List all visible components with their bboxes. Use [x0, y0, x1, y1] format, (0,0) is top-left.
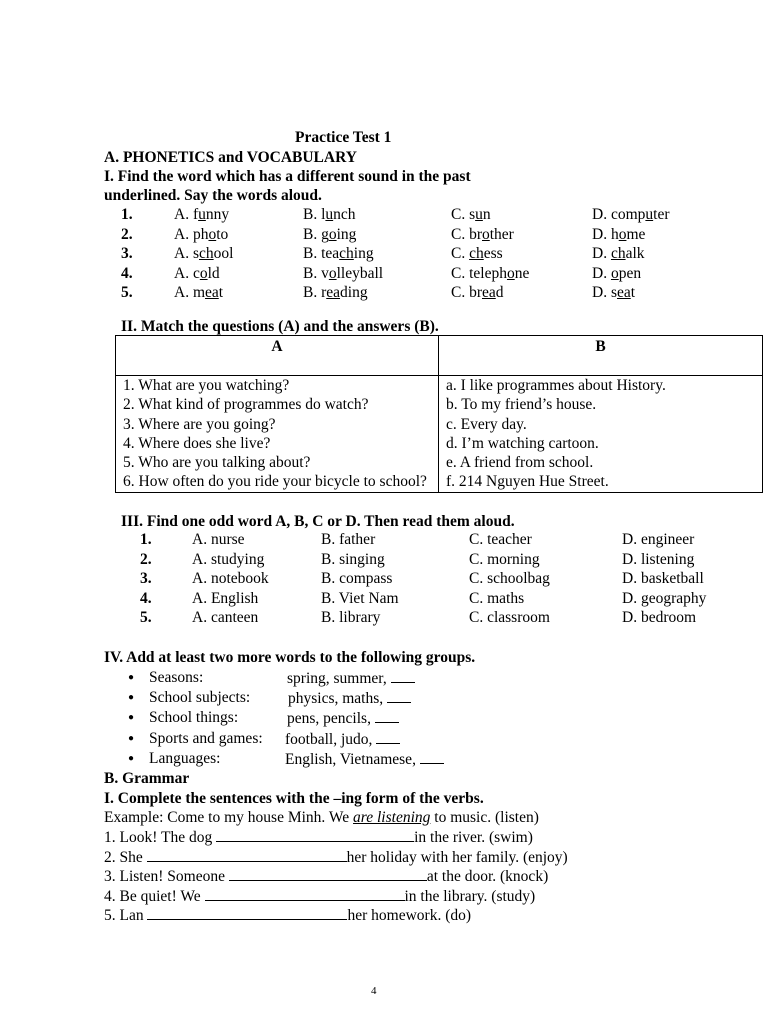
- match-table: [115, 335, 763, 493]
- sentence-item: [104, 827, 533, 847]
- option-text: me: [626, 225, 646, 243]
- question-item: 6. How often do you ride your bicycle to school?: [123, 473, 427, 491]
- underlined-letters: o: [506, 264, 515, 282]
- option: [451, 283, 504, 302]
- answer-blank: [375, 708, 399, 723]
- option-text: D. comp: [592, 206, 646, 223]
- option: [303, 283, 368, 302]
- option: D. geography: [622, 589, 707, 607]
- group-item: [0, 749, 768, 768]
- option: B. Viet Nam: [321, 589, 399, 607]
- answer-blank: [391, 668, 415, 683]
- underlined-letters: o: [618, 225, 627, 243]
- option-text: ne: [514, 264, 530, 282]
- sentence-item: [104, 886, 535, 906]
- group-item: [0, 668, 768, 687]
- underlined-letters: o: [199, 264, 208, 282]
- underlined-letters: ea: [326, 284, 341, 301]
- ex4-heading: IV. Add at least two more words to the following groups.: [104, 649, 476, 666]
- option-text: A. c: [174, 264, 200, 282]
- sentence-text-before: 5. Lan: [104, 907, 148, 924]
- option: [174, 283, 223, 302]
- underlined-letters: o: [208, 225, 217, 243]
- option: A. studying: [192, 550, 265, 568]
- option: [451, 264, 529, 283]
- option-text: lleyball: [336, 264, 384, 282]
- column-a-header: A: [116, 336, 439, 376]
- option-text: A. s: [174, 245, 199, 262]
- group-label: School things:: [149, 709, 239, 727]
- question-number: 2.: [121, 225, 133, 243]
- group-label: Sports and games:: [149, 729, 263, 747]
- example-text-after: to music. (listen): [430, 809, 539, 826]
- answer-item: c. Every day.: [446, 415, 527, 433]
- option: C. morning: [469, 550, 540, 568]
- option-text: ing: [353, 245, 374, 262]
- option: [174, 264, 220, 283]
- option-text: alk: [625, 245, 645, 262]
- option: A. canteen: [192, 609, 259, 626]
- option-text: ther: [489, 225, 514, 243]
- option: A. nurse: [192, 531, 245, 548]
- underlined-letters: o: [328, 225, 337, 243]
- option-text: ool: [213, 245, 234, 262]
- option: [303, 264, 383, 283]
- group-label: School subjects:: [149, 689, 251, 707]
- section-a-heading: A. PHONETICS and VOCABULARY: [104, 149, 357, 166]
- option-text: n: [482, 206, 491, 223]
- option-text: pen: [618, 264, 642, 282]
- option: [592, 283, 635, 302]
- question-number: 3.: [121, 245, 133, 262]
- answer-item: d. I’m watching cartoon.: [446, 434, 599, 452]
- question-number: 4.: [140, 589, 152, 607]
- option: B. compass: [321, 570, 393, 587]
- option: [451, 225, 514, 244]
- sentence-text-before: 3. Listen! Someone: [104, 868, 229, 885]
- option: A. English: [192, 589, 259, 607]
- ex3-heading: III. Find one odd word A, B, C or D. Then read them aloud.: [121, 513, 515, 530]
- option: [592, 264, 641, 283]
- question-number: 5.: [121, 284, 133, 301]
- option-text: B. g: [303, 225, 329, 243]
- section-b-heading: B. Grammar: [104, 770, 190, 787]
- underlined-letters: u: [198, 206, 206, 223]
- page-number: 4: [371, 985, 377, 997]
- question-item: 4. Where does she live?: [123, 434, 271, 452]
- page-title: Practice Test 1: [295, 129, 392, 146]
- answer-item: e. A friend from school.: [446, 454, 594, 472]
- option: [592, 205, 670, 224]
- option-text: A. ph: [174, 225, 209, 243]
- question-number: 1.: [140, 531, 152, 548]
- option-text: B. v: [303, 264, 329, 282]
- ex1-heading-line1: I. Find the word which has a different sound in the past: [104, 168, 471, 185]
- group-item: [0, 729, 768, 748]
- option: D. bedroom: [622, 609, 697, 626]
- answers-cell: [439, 376, 763, 493]
- example-answer: are listening: [353, 809, 431, 826]
- answer-item: b. To my friend’s house.: [446, 396, 597, 414]
- option-text: B. tea: [303, 245, 340, 262]
- question-number: 5.: [140, 609, 152, 626]
- option-text: C. br: [451, 225, 482, 243]
- option-text: A. m: [174, 284, 205, 301]
- ex1-row: [0, 225, 768, 244]
- ex3-row: [0, 550, 768, 569]
- option: D. engineer: [622, 531, 695, 548]
- option-text: ding: [340, 284, 368, 301]
- option: D. listening: [622, 550, 695, 568]
- bullet-icon: ●: [128, 672, 135, 683]
- underlined-letters: ch: [610, 245, 626, 262]
- option-text: ld: [207, 264, 220, 282]
- underlined-letters: ch: [198, 245, 214, 262]
- option: B. singing: [321, 550, 385, 568]
- underlined-letters: o: [328, 264, 337, 282]
- question-number: 1.: [121, 206, 133, 223]
- option: [592, 244, 645, 263]
- option: B. father: [321, 531, 376, 548]
- group-item: [0, 708, 768, 727]
- group-words: physics, maths,: [288, 688, 411, 708]
- option: [451, 244, 503, 263]
- option-text: nch: [333, 206, 356, 223]
- ex1-row: [0, 283, 768, 302]
- underlined-letters: ch: [469, 245, 484, 262]
- question-item: 3. Where are you going?: [123, 415, 276, 433]
- option-text: C. br: [451, 284, 482, 301]
- option-text: to: [216, 225, 229, 243]
- sentence-item: [104, 866, 548, 886]
- sentence-text-before: 2. She: [104, 848, 147, 866]
- question-item: 1. What are you watching?: [123, 377, 290, 394]
- option-text: t: [218, 284, 224, 301]
- underlined-letters: ch: [339, 245, 354, 262]
- underlined-letters: u: [325, 206, 334, 223]
- option: A. notebook: [192, 570, 269, 587]
- option: [303, 225, 356, 244]
- underlined-letters: u: [645, 206, 654, 223]
- question-number: 3.: [140, 570, 152, 587]
- group-words: pens, pencils,: [287, 708, 399, 728]
- answer-item: a. I like programmes about History.: [446, 377, 666, 394]
- sentence-text-before: 1. Look! The dog: [104, 829, 217, 846]
- underlined-letters: ea: [205, 284, 219, 301]
- option: [303, 244, 374, 263]
- sentence-text-after: in the library. (study): [404, 887, 536, 905]
- answer-blank: [147, 905, 347, 920]
- answer-item: f. 214 Nguyen Hue Street.: [446, 473, 609, 491]
- underlined-letters: ea: [616, 284, 631, 301]
- grammar1-example: [104, 808, 539, 827]
- grammar1-heading: I. Complete the sentences with the –ing form of the verbs.: [104, 790, 484, 807]
- ex1-row: [0, 264, 768, 283]
- underlined-letters: o: [482, 225, 490, 243]
- option: C. classroom: [469, 609, 550, 626]
- column-b-header: B: [439, 336, 763, 376]
- option: C. maths: [469, 589, 525, 607]
- ex3-row: [0, 608, 768, 627]
- group-words: English, Vietnamese,: [285, 749, 444, 769]
- group-label: Languages:: [149, 749, 221, 767]
- answer-blank: [229, 866, 427, 881]
- option-text: ing: [336, 225, 357, 243]
- option-text: C.: [451, 245, 470, 262]
- option-text: D.: [592, 245, 611, 262]
- option: [303, 205, 356, 224]
- option: B. library: [321, 609, 381, 626]
- question-number: 4.: [121, 264, 133, 282]
- option-text: D. s: [592, 284, 617, 301]
- answer-blank: [216, 827, 414, 842]
- ex3-row: [0, 589, 768, 608]
- sentence-item: [104, 905, 471, 925]
- group-words: football, judo,: [285, 729, 400, 749]
- bullet-icon: ●: [128, 752, 135, 764]
- question-item: 5. Who are you talking about?: [123, 454, 311, 472]
- group-item: [0, 688, 768, 707]
- sentence-text-before: 4. Be quiet! We: [104, 887, 205, 905]
- answer-blank: [387, 688, 411, 703]
- option-text: B. l: [303, 206, 326, 223]
- ex1-row: [0, 205, 768, 224]
- option-text: nny: [205, 206, 230, 223]
- sentence-text-after: her holiday with her family. (enjoy): [346, 848, 568, 866]
- underlined-letters: u: [475, 206, 483, 223]
- option-text: A. f: [174, 206, 199, 223]
- option: [174, 225, 228, 244]
- option: [174, 205, 229, 224]
- bullet-icon: ●: [128, 692, 135, 704]
- sentence-text-after: in the river. (swim): [414, 829, 533, 846]
- answer-blank: [147, 847, 347, 862]
- group-words: spring, summer,: [287, 668, 415, 688]
- sentence-text-after: her homework. (do): [347, 907, 472, 924]
- answer-blank: [376, 729, 400, 744]
- questions-cell: [116, 376, 439, 493]
- option: [592, 225, 645, 244]
- option-text: t: [630, 284, 636, 301]
- example-text-before: Example: Come to my house Minh. We: [104, 809, 354, 826]
- option-text: ter: [653, 206, 670, 223]
- option-text: ess: [483, 245, 503, 262]
- ex2-heading: II. Match the questions (A) and the answers (B).: [121, 318, 439, 335]
- question-number: 2.: [140, 550, 152, 568]
- answer-blank: [205, 886, 405, 901]
- question-item: 2. What kind of programmes do watch?: [123, 396, 369, 414]
- answer-blank: [420, 749, 444, 764]
- option-text: D. h: [592, 225, 619, 243]
- option: D. basketball: [622, 570, 704, 587]
- option-text: d: [495, 284, 504, 301]
- option-text: B. r: [303, 284, 327, 301]
- bullet-icon: ●: [128, 712, 135, 724]
- sentence-text-after: at the door. (knock): [426, 868, 549, 885]
- option-text: D.: [592, 264, 611, 282]
- underlined-letters: o: [610, 264, 619, 282]
- ex1-heading-line2: underlined. Say the words aloud.: [104, 187, 322, 204]
- option: [174, 244, 233, 263]
- group-label: Seasons:: [149, 669, 204, 686]
- option: C. schoolbag: [469, 570, 550, 587]
- bullet-icon: ●: [128, 732, 135, 744]
- option-text: C. s: [451, 206, 476, 223]
- underlined-letters: ea: [482, 284, 496, 301]
- option: C. teacher: [469, 531, 532, 548]
- ex3-row: [0, 569, 768, 588]
- ex1-row: [0, 244, 768, 263]
- sentence-item: [104, 847, 568, 867]
- ex3-row: [0, 530, 768, 549]
- option-text: C. teleph: [451, 264, 507, 282]
- option: [451, 205, 491, 224]
